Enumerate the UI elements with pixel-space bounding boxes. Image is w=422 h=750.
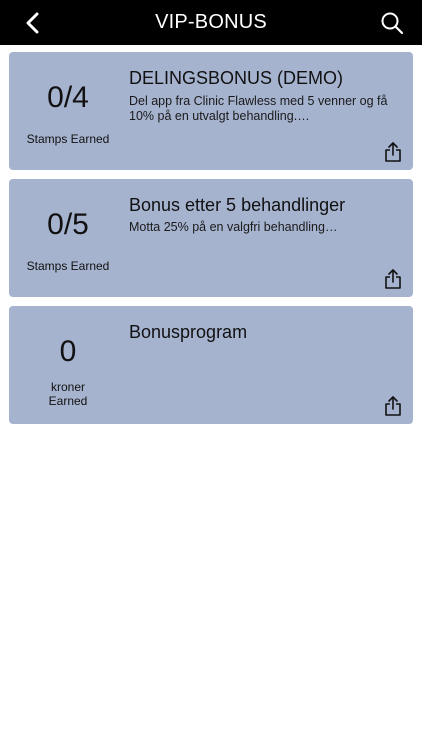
card-stats: [9, 306, 127, 424]
stamp-count: 0/4: [47, 81, 89, 114]
stamp-count: 0/5: [47, 208, 89, 241]
chevron-left-icon: [25, 12, 39, 34]
earned-label-line2: Earned: [48, 394, 88, 408]
share-icon: [383, 141, 403, 163]
earned-label: [9, 380, 127, 408]
top-bar: [0, 0, 422, 45]
earned-label-line1: kroner: [50, 380, 85, 394]
bonus-card-bonusprogram[interactable]: [9, 306, 413, 424]
card-stats: [9, 179, 127, 297]
kroner-count: 0: [59, 335, 77, 368]
share-button[interactable]: [383, 141, 403, 163]
card-stats: [9, 52, 127, 170]
bonus-card-behandlinger[interactable]: [9, 179, 413, 297]
search-icon: [380, 11, 404, 35]
card-title: Bonus etter 5 behandlinger: [129, 195, 346, 215]
earned-label: Stamps Earned: [26, 259, 110, 273]
share-icon: [383, 395, 403, 417]
share-icon: [383, 268, 403, 290]
card-description: Del app fra Clinic Flawless med 5 venner og få 10% på en utvalgt behandling.…: [129, 94, 388, 123]
bonus-card-delingsbonus[interactable]: [9, 52, 413, 170]
earned-label: Stamps Earned: [26, 132, 110, 146]
page-title: VIP-BONUS: [155, 11, 267, 33]
share-button[interactable]: [383, 395, 403, 417]
search-button[interactable]: [376, 7, 408, 39]
card-description: Motta 25% på en valgfri behandling…: [129, 220, 338, 234]
back-button[interactable]: [16, 7, 48, 39]
card-title: DELINGSBONUS (DEMO): [129, 68, 344, 88]
share-button[interactable]: [383, 268, 403, 290]
card-title: Bonusprogram: [129, 322, 248, 342]
